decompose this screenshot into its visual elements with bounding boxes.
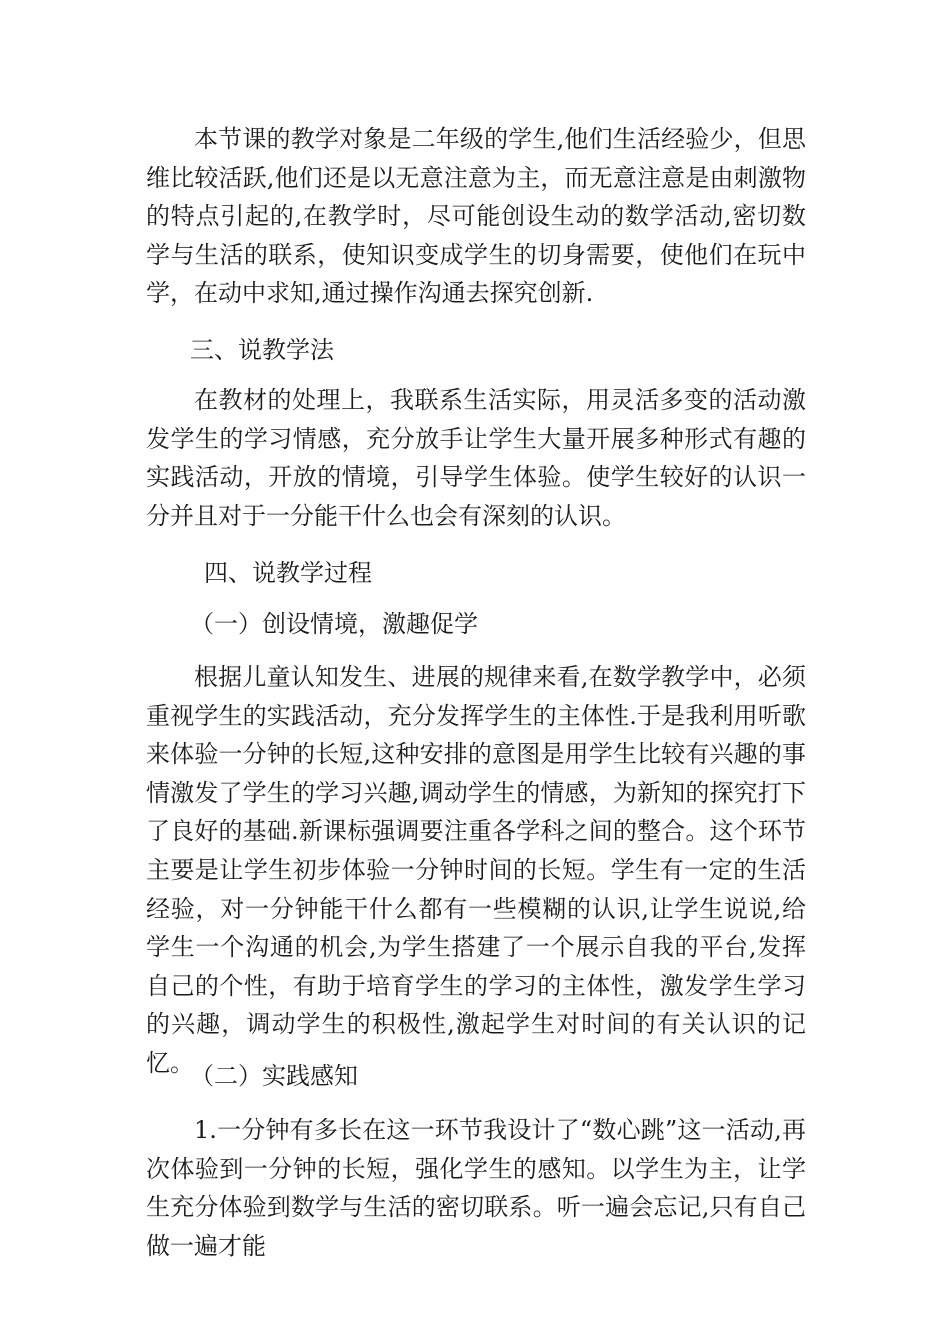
- paragraph-create-situation: 根据儿童认知发生、进展的规律来看,在数学教学中，必须重视学生的实践活动，充分发挥学生的主体性.于是我利用听歌来体验一分钟的长短,这种安排的意图是用学生比较有兴趣的事情激发了学生的学习兴趣,调动学生的情感，为新知的探究打下了良好的基础.新课标强调要注重各学科之间的整合。这个环节主要是让学生初步体验一分钟时间的长短。学生有一定的生活经验，对一分钟能干什么都有一些模糊的认识,让学生说说,给学生一个沟通的机会,为学生搭建了一个展示自我的平台,发挥自己的个性，有助于培育学生的学习的主体性，激发学生学习的兴趣，调动学生的积极性,激起学生对时间的有关认识的记忆。: [146, 663, 806, 1077]
- subheading-create-situation: （一）创设情境，激趣促学: [190, 610, 478, 638]
- subheading-practice: （二）实践感知: [190, 1062, 358, 1090]
- paragraph-practice: 1.一分钟有多长在这一环节我设计了“数心跳”这一活动,再次体验到一分钟的长短，强化学生的感知。以学生为主，让学生充分体验到数学与生活的密切联系。听一遍会忘记,只有自己做一遍才能: [146, 1116, 806, 1260]
- heading-teaching-process: 四、说教学过程: [204, 559, 372, 587]
- paragraph-student-analysis: 本节课的教学对象是二年级的学生,他们生活经验少，但思维比较活跃,他们还是以无意注意为主，而无意注意是由刺激物的特点引起的,在教学时，尽可能创设生动的数学活动,密切数学与生活的联系，使知识变成学生的切身需要，使他们在玩中学，在动中求知,通过操作沟通去探究创新.: [146, 125, 806, 308]
- paragraph-teaching-method: 在教材的处理上，我联系生活实际，用灵活多变的活动激发学生的学习情感，充分放手让学生大量开展多种形式有趣的实践活动，开放的情境，引导学生体验。使学生较好的认识一分并且对于一分能干什么也会有深刻的认识。: [146, 386, 806, 530]
- heading-teaching-method: 三、说教学法: [190, 336, 334, 364]
